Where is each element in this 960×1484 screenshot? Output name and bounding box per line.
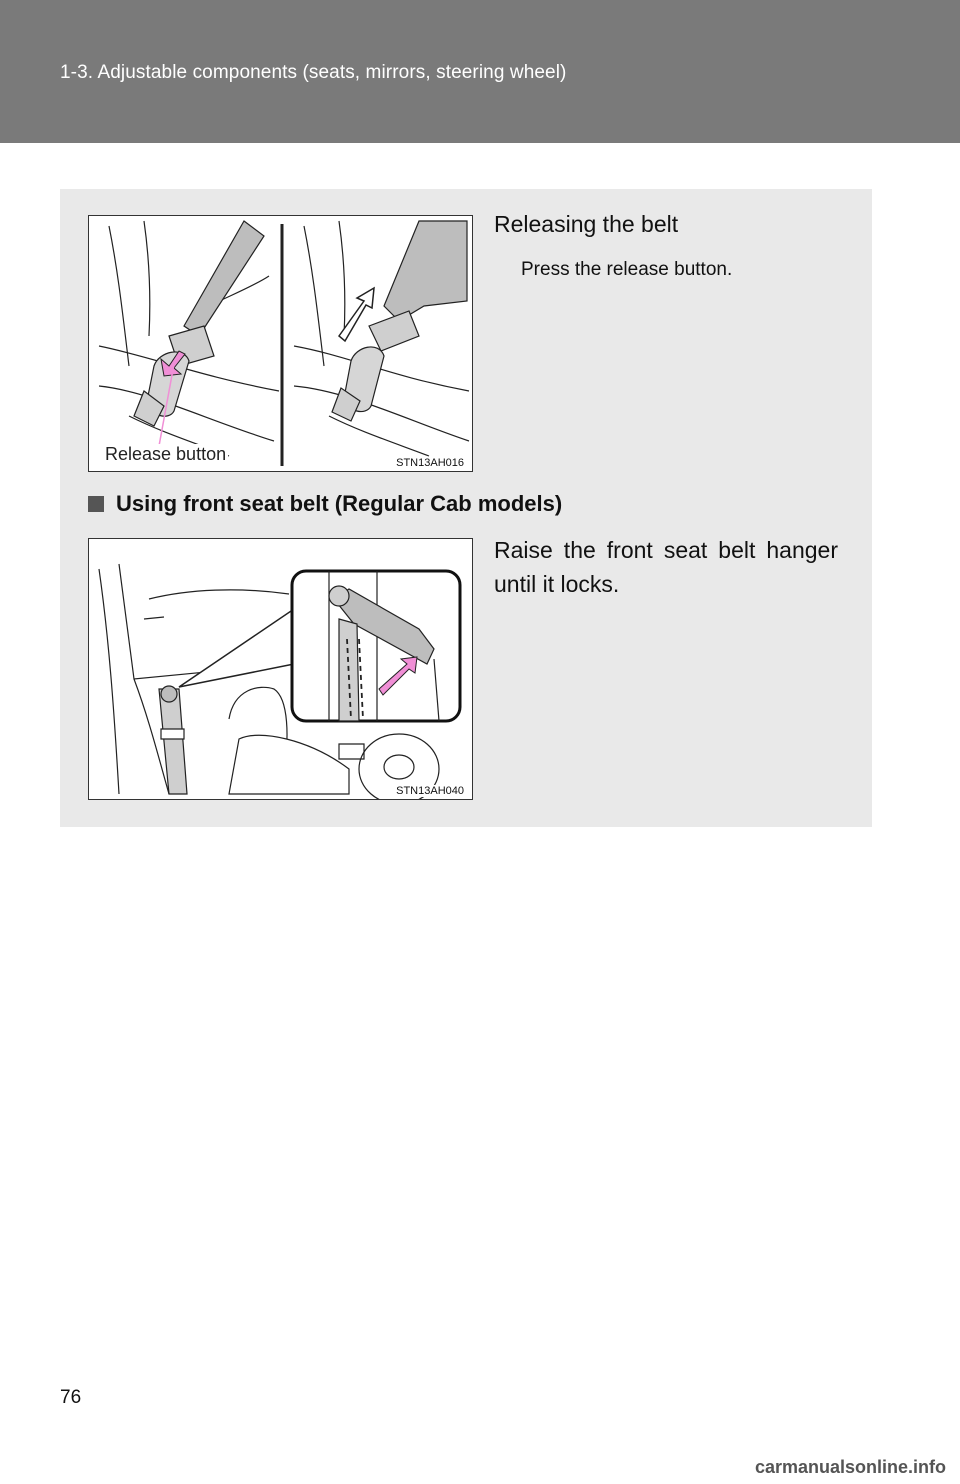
square-bullet-icon — [88, 496, 104, 512]
page-header — [0, 0, 960, 143]
page-number: 76 — [60, 1387, 82, 1408]
belt-hanger-illustration — [89, 539, 472, 799]
chapter-title: 1-3. Adjustable components (seats, mirrors, steering wheel) — [60, 62, 567, 83]
release-button-label: Release button — [105, 444, 227, 464]
section-title: Using front seat belt (Regular Cab models) — [116, 491, 563, 516]
figure-code: STN13AH040 — [396, 785, 464, 797]
step-instruction: Press the release button. — [521, 259, 733, 280]
figure-release-belt — [88, 215, 473, 472]
figure-belt-hanger — [88, 538, 473, 800]
release-belt-illustration — [89, 216, 472, 471]
section-heading — [88, 491, 562, 517]
figure-code: STN13AH016 — [396, 457, 464, 469]
step-heading: Releasing the belt — [494, 211, 679, 237]
watermark: carmanualsonline.info — [754, 1457, 946, 1477]
step-instruction: Raise the front seat belt hanger until it locks. — [494, 537, 838, 597]
